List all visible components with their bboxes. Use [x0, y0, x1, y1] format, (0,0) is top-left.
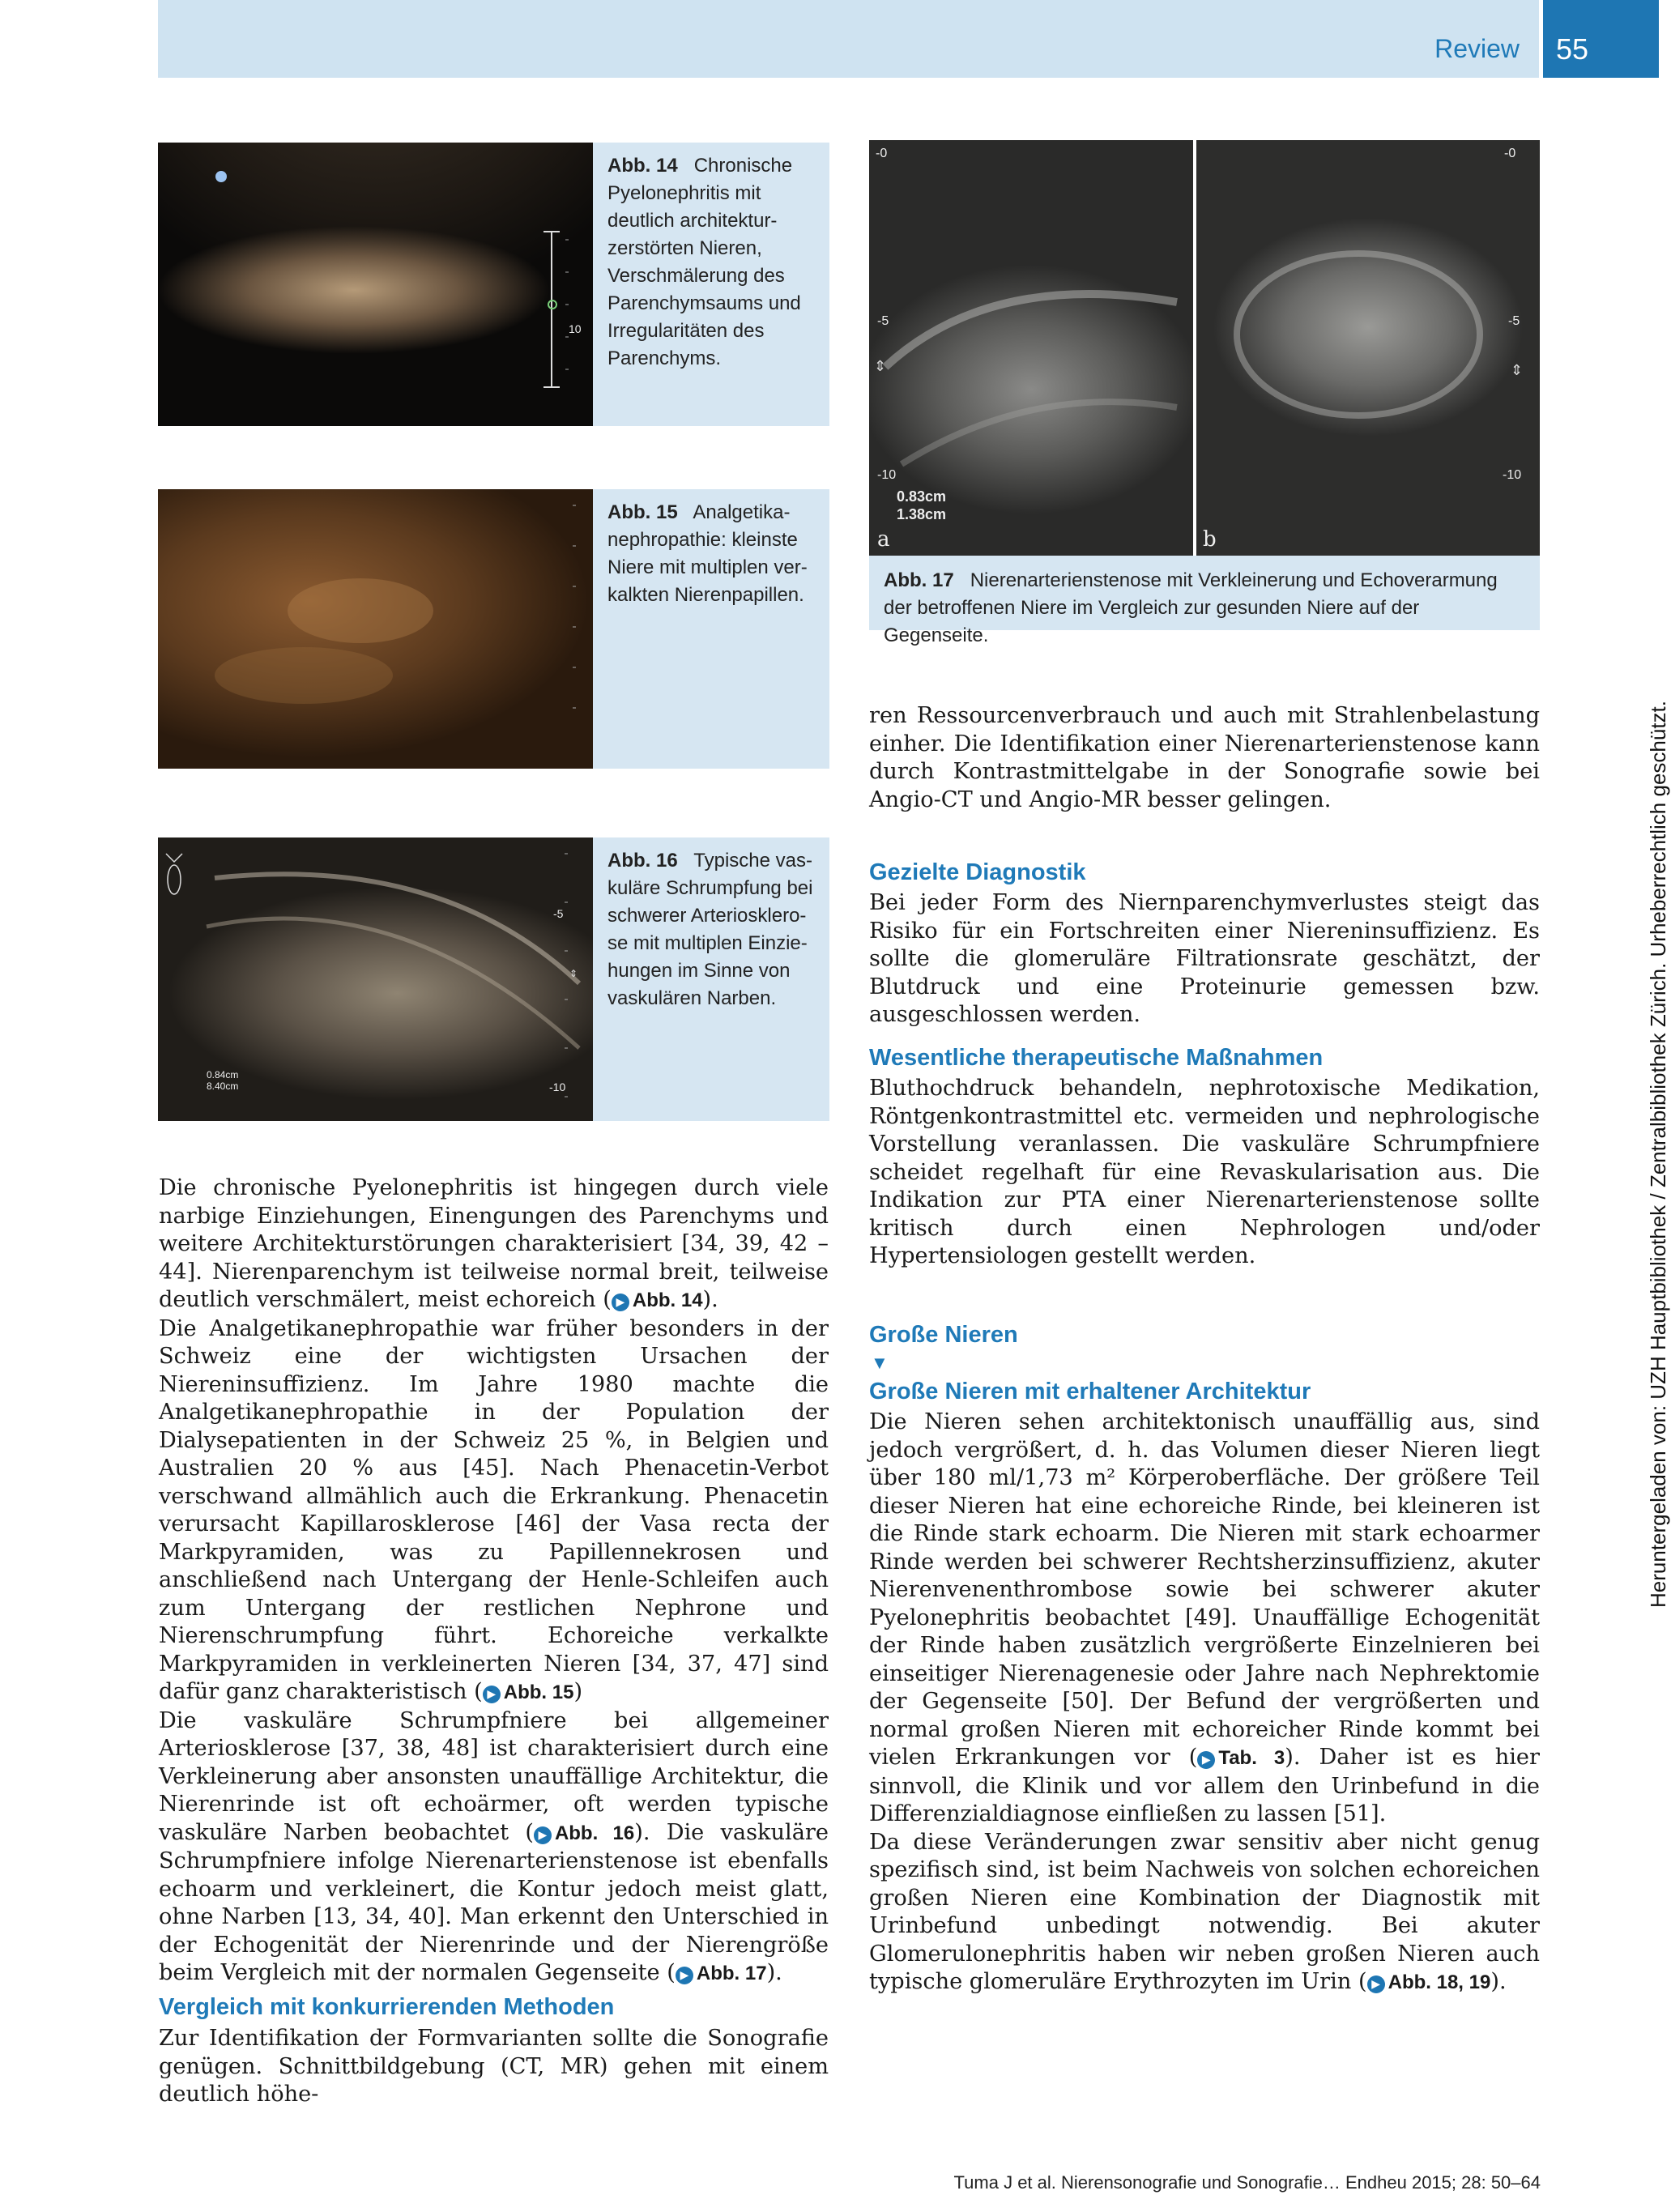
paragraph-vaskulaer: Die vaskuläre Schrumpfniere bei allgemeiner Arteriosklerose [37, 38, 48] ist charakterisiert durch eine Verkleinerung aber ansonsten unauffällige Architektur, die Nierenrinde ist oft echoärmer, oft werden typische vaskuläre Narben beobachtet ( ▶ Abb. 16). Die vaskuläre Schrumpfniere infolge Nierenarterienstenose ist ebenfalls echoarm und verkleinert, die Kontur jedoch meist glatt, ohne Narben [13, 34, 40]. Man erkennt den Unterschied in der Echogenität der Nierenrinde und der Nierengröße beim Vergleich mit der normalen Gegenseite ( ▶ Abb. 17). — [159, 1707, 829, 1985]
figure-17-panel-b: b — [1203, 527, 1217, 552]
paragraph-gezielte — [869, 889, 1540, 1029]
ref-link-tab3[interactable]: Tab. 3 — [1218, 1747, 1285, 1769]
paragraph-gezielte-text: Bei jeder Form des Niernparenchymverlustes steigt das Risiko für ein Fortschreiten einer Niereninsuffizienz. Es sollte die glomeruläre Filtrationsrate geschätzt, der Blutdruck und eine Proteinurie gemessen bzw. ausgeschlossen werden. — [869, 890, 1540, 1027]
header-section-label: Review — [1434, 34, 1520, 63]
figure-14-image — [158, 143, 593, 426]
ref-arrow-icon: ▶ — [483, 1686, 501, 1703]
figure-17-label: Abb. 17 — [884, 569, 954, 591]
header-bar — [158, 0, 1539, 78]
figure-15-overlay — [158, 489, 593, 769]
figure-15-caption — [593, 489, 829, 769]
figure-16-depth-10: -10 — [549, 1080, 566, 1093]
ref-arrow-icon: ▶ — [534, 1826, 552, 1844]
figure-17a-measure-1: 0.83cm — [897, 488, 947, 505]
paragraph-analgetika: Die Analgetikanephropathie war früher besonders in der Schweiz eine der wichtigsten Ursachen der Niereninsuffizienz. Im Jahre 1980 machte die Analgetikanephropathie in der Population der Dialysepatienten in der Schweiz 25 %, in Belgien und Australien 20 % aus [45]. Nach Phenacetin-Verbot verschwand allmählich auch die Erkrankung. Phenacetin verursacht Kapillarosklerose [46] der Vasa recta der Markpyramiden, was zu Papillennekrosen und anschließend nach Untergang der Henle-Schleifen auch zum Untergang der restlichen Nephrone und Nierenschrumpfung führt. Echoreiche verkalkte Markpyramiden in verkleinerten Nieren [34, 37, 47] sind dafür ganz charakteristisch ( ▶ Abb. 15) — [159, 1315, 829, 1704]
figure-17a-depth-0: -0 — [876, 147, 888, 160]
figure-16-measure-2: 8.40cm — [207, 1080, 239, 1092]
ref-link-abb17[interactable]: Abb. 17 — [696, 1963, 767, 1984]
ref-link-abb15[interactable]: Abb. 15 — [503, 1681, 574, 1703]
figure-14-depth-label: 10 — [569, 322, 582, 335]
figure-17b-overlay — [1196, 140, 1540, 556]
ref-arrow-icon: ▶ — [1367, 1975, 1385, 1993]
footer-citation: Tuma J et al. Nierensonografie und Sonografie… Endheu 2015; 28: 50–64 — [953, 2172, 1541, 2193]
figure-16-caption-text: Typische vas-kuläre Schrumpfung bei schwerer Arteriosklero-se mit multiplen Einzie-hungen im Sinne von vaskulären Narben. — [607, 850, 813, 1009]
heading-therapie: Wesentliche therapeutische Maßnahmen — [869, 1045, 1324, 1071]
figure-17-panel-a: a — [877, 527, 890, 552]
ref-link-abb18-19[interactable]: Abb. 18, 19 — [1388, 1971, 1491, 1993]
paragraph-grosse-nieren-2: Da diese Veränderungen zwar sensitiv aber nicht genug spezifisch sind, ist beim Nachweis von solchen echoreichen großen Nieren eine Kombination der Diagnostik mit Urinbefund unbedingt notwendig. Bei akuter Glomerulonephritis haben wir neben großen Nieren auch typische glomeruläre Erythrozyten im Urin ( ▶ Abb. 18, 19). — [869, 1829, 1540, 1994]
heading-vergleich: Vergleich mit konkurrierenden Methoden — [159, 1994, 615, 2020]
figure-17-caption — [869, 556, 1540, 646]
figure-17a-depth-5: -5 — [877, 314, 889, 328]
ref-arrow-icon: ▶ — [1197, 1751, 1215, 1769]
figure-16-image — [158, 837, 593, 1121]
figure-15-image — [158, 489, 593, 769]
left-column-text — [159, 1174, 829, 1988]
figure-17b-depth-0: -0 — [1504, 147, 1516, 160]
figure-14-label: Abb. 14 — [607, 155, 678, 177]
paragraph-vergleich-text: Zur Identifikation der Formvarianten sollte die Sonografie genügen. Schnittbildgebung (CT, MR) gehen mit einem deutlich höhe- — [159, 2026, 829, 2107]
figure-17-caption-text: Nierenarterienstenose mit Verkleinerung und Echoverarmung der betroffenen Niere im Vergleich zur gesunden Niere auf der Gegenseite. — [884, 569, 1498, 646]
figure-15-caption-text: Analgetika-nephropathie: kleinste Niere mit multiplen ver-kalkten Nierenpapillen. — [607, 501, 808, 606]
figure-16-label: Abb. 16 — [607, 850, 678, 872]
figure-16-measure-1: 0.84cm — [207, 1069, 239, 1080]
ref-arrow-icon: ▶ — [612, 1294, 629, 1311]
paragraph-ressourcen — [869, 702, 1540, 814]
svg-text:⇕: ⇕ — [874, 358, 887, 375]
paragraph-therapie — [869, 1075, 1540, 1271]
paragraph-grosse-nieren-1: Die Nieren sehen architektonisch unauffällig aus, sind jedoch vergrößert, d. h. das Volumen dieser Nieren liegt über 180 ml/1,73 m² Körperoberfläche. Der größere Teil dieser Nieren hat eine echoreiche Rinde, bei kleineren ist die Rinde stark echoarm. Die Nieren mit stark echoarmer Rinde werden bei schwerer Rechtsherzinsuffizienz, akuter Nierenvenenthrombose sowie bei schwerer akuter Pyelonephritis beobachtet [49]. Unauffällige Echogenität der Rinde haben zusätzlich vergrößerte Einzelnieren bei einseitiger Nierenagenesie oder Jahre nach Nephrektomie der Gegenseite [50]. Der Befund der vergrößerten und normal großen Nieren mit echoreicher Rinde kommt bei vielen Erkrankungen vor ( ▶ Tab. 3). Daher ist es hier sinnvoll, die Klinik und vor allem den Urinbefund in die Differenzialdiagnose einfließen zu lassen [51]. — [869, 1409, 1541, 1826]
figure-17a-measure-2: 1.38cm — [897, 506, 947, 522]
figure-16-caption — [593, 837, 829, 1121]
paragraph-ressourcen-text: ren Ressourcenverbrauch und auch mit Strahlenbelastung einher. Die Identifikation einer Nierenarterienstenose kann durch Kontrastmittelgabe in der Sonografie sowie bei Angio-CT und Angio-MR besser gelingen. — [869, 703, 1540, 812]
ref-link-abb16[interactable]: Abb. 16 — [554, 1822, 635, 1844]
svg-text:⇕: ⇕ — [1511, 362, 1524, 379]
figure-17a-depth-10: -10 — [877, 468, 897, 482]
figure-14-overlay — [158, 143, 593, 426]
figure-16-depth-5: -5 — [553, 907, 564, 920]
ref-link-abb14[interactable]: Abb. 14 — [632, 1289, 703, 1311]
paragraph-therapie-text: Bluthochdruck behandeln, nephrotoxische Medikation, Röntgenkontrastmittel etc. vermeiden und nephrologische Vorstellung veranlassen. Die vaskuläre Schrumpfniere scheidet regelhaft für eine Revaskularisation aus. Die Indikation zur PTA einer Nierenarterienstenose sollte kritisch durch einen Nephrologen und/oder Hypertensiologen gestellt werden. — [869, 1076, 1540, 1268]
page-number: 55 — [1556, 32, 1589, 66]
svg-text:⇕: ⇕ — [569, 968, 578, 979]
heading-grosse-nieren: Große Nieren — [869, 1322, 1018, 1348]
figure-17b-depth-5: -5 — [1508, 314, 1520, 328]
heading-gezielte-diagnostik: Gezielte Diagnostik — [869, 859, 1086, 885]
heading-grosse-nieren-architektur: Große Nieren mit erhaltener Architektur — [869, 1379, 1311, 1404]
download-note: Heruntergeladen von: UZH Hauptbibliothek / Zentralbibliothek Zürich. Urheberrechtlich geschützt. — [1646, 700, 1670, 1608]
paragraph-vergleich — [159, 2025, 829, 2109]
paragraph-pyelonephritis: Die chronische Pyelonephritis ist hingegen durch viele narbige Einziehungen, Einengungen des Parenchyms und weitere Architekturstörungen charakterisiert [34, 39, 42 – 44]. Nierenparenchym ist teilweise normal breit, teilweise deutlich verschmälert, meist echoreich ( ▶ Abb. 14). — [159, 1175, 829, 1312]
ref-arrow-icon: ▶ — [676, 1967, 693, 1984]
figure-17-image-a — [869, 140, 1193, 556]
figure-14-caption — [593, 143, 829, 426]
paragraph-grosse-nieren — [869, 1409, 1540, 1997]
figure-17b-depth-10: -10 — [1503, 468, 1522, 482]
heading-marker-icon: ▼ — [871, 1353, 889, 1373]
figure-14-caption-text: Chronische Pyelonephritis mit deutlich architektur-zerstörten Nieren, Verschmälerung des Parenchymsaums und Irregularitäten des Parenchyms. — [607, 155, 801, 369]
figure-15-label: Abb. 15 — [607, 501, 678, 523]
figure-17-image-b — [1196, 140, 1540, 556]
